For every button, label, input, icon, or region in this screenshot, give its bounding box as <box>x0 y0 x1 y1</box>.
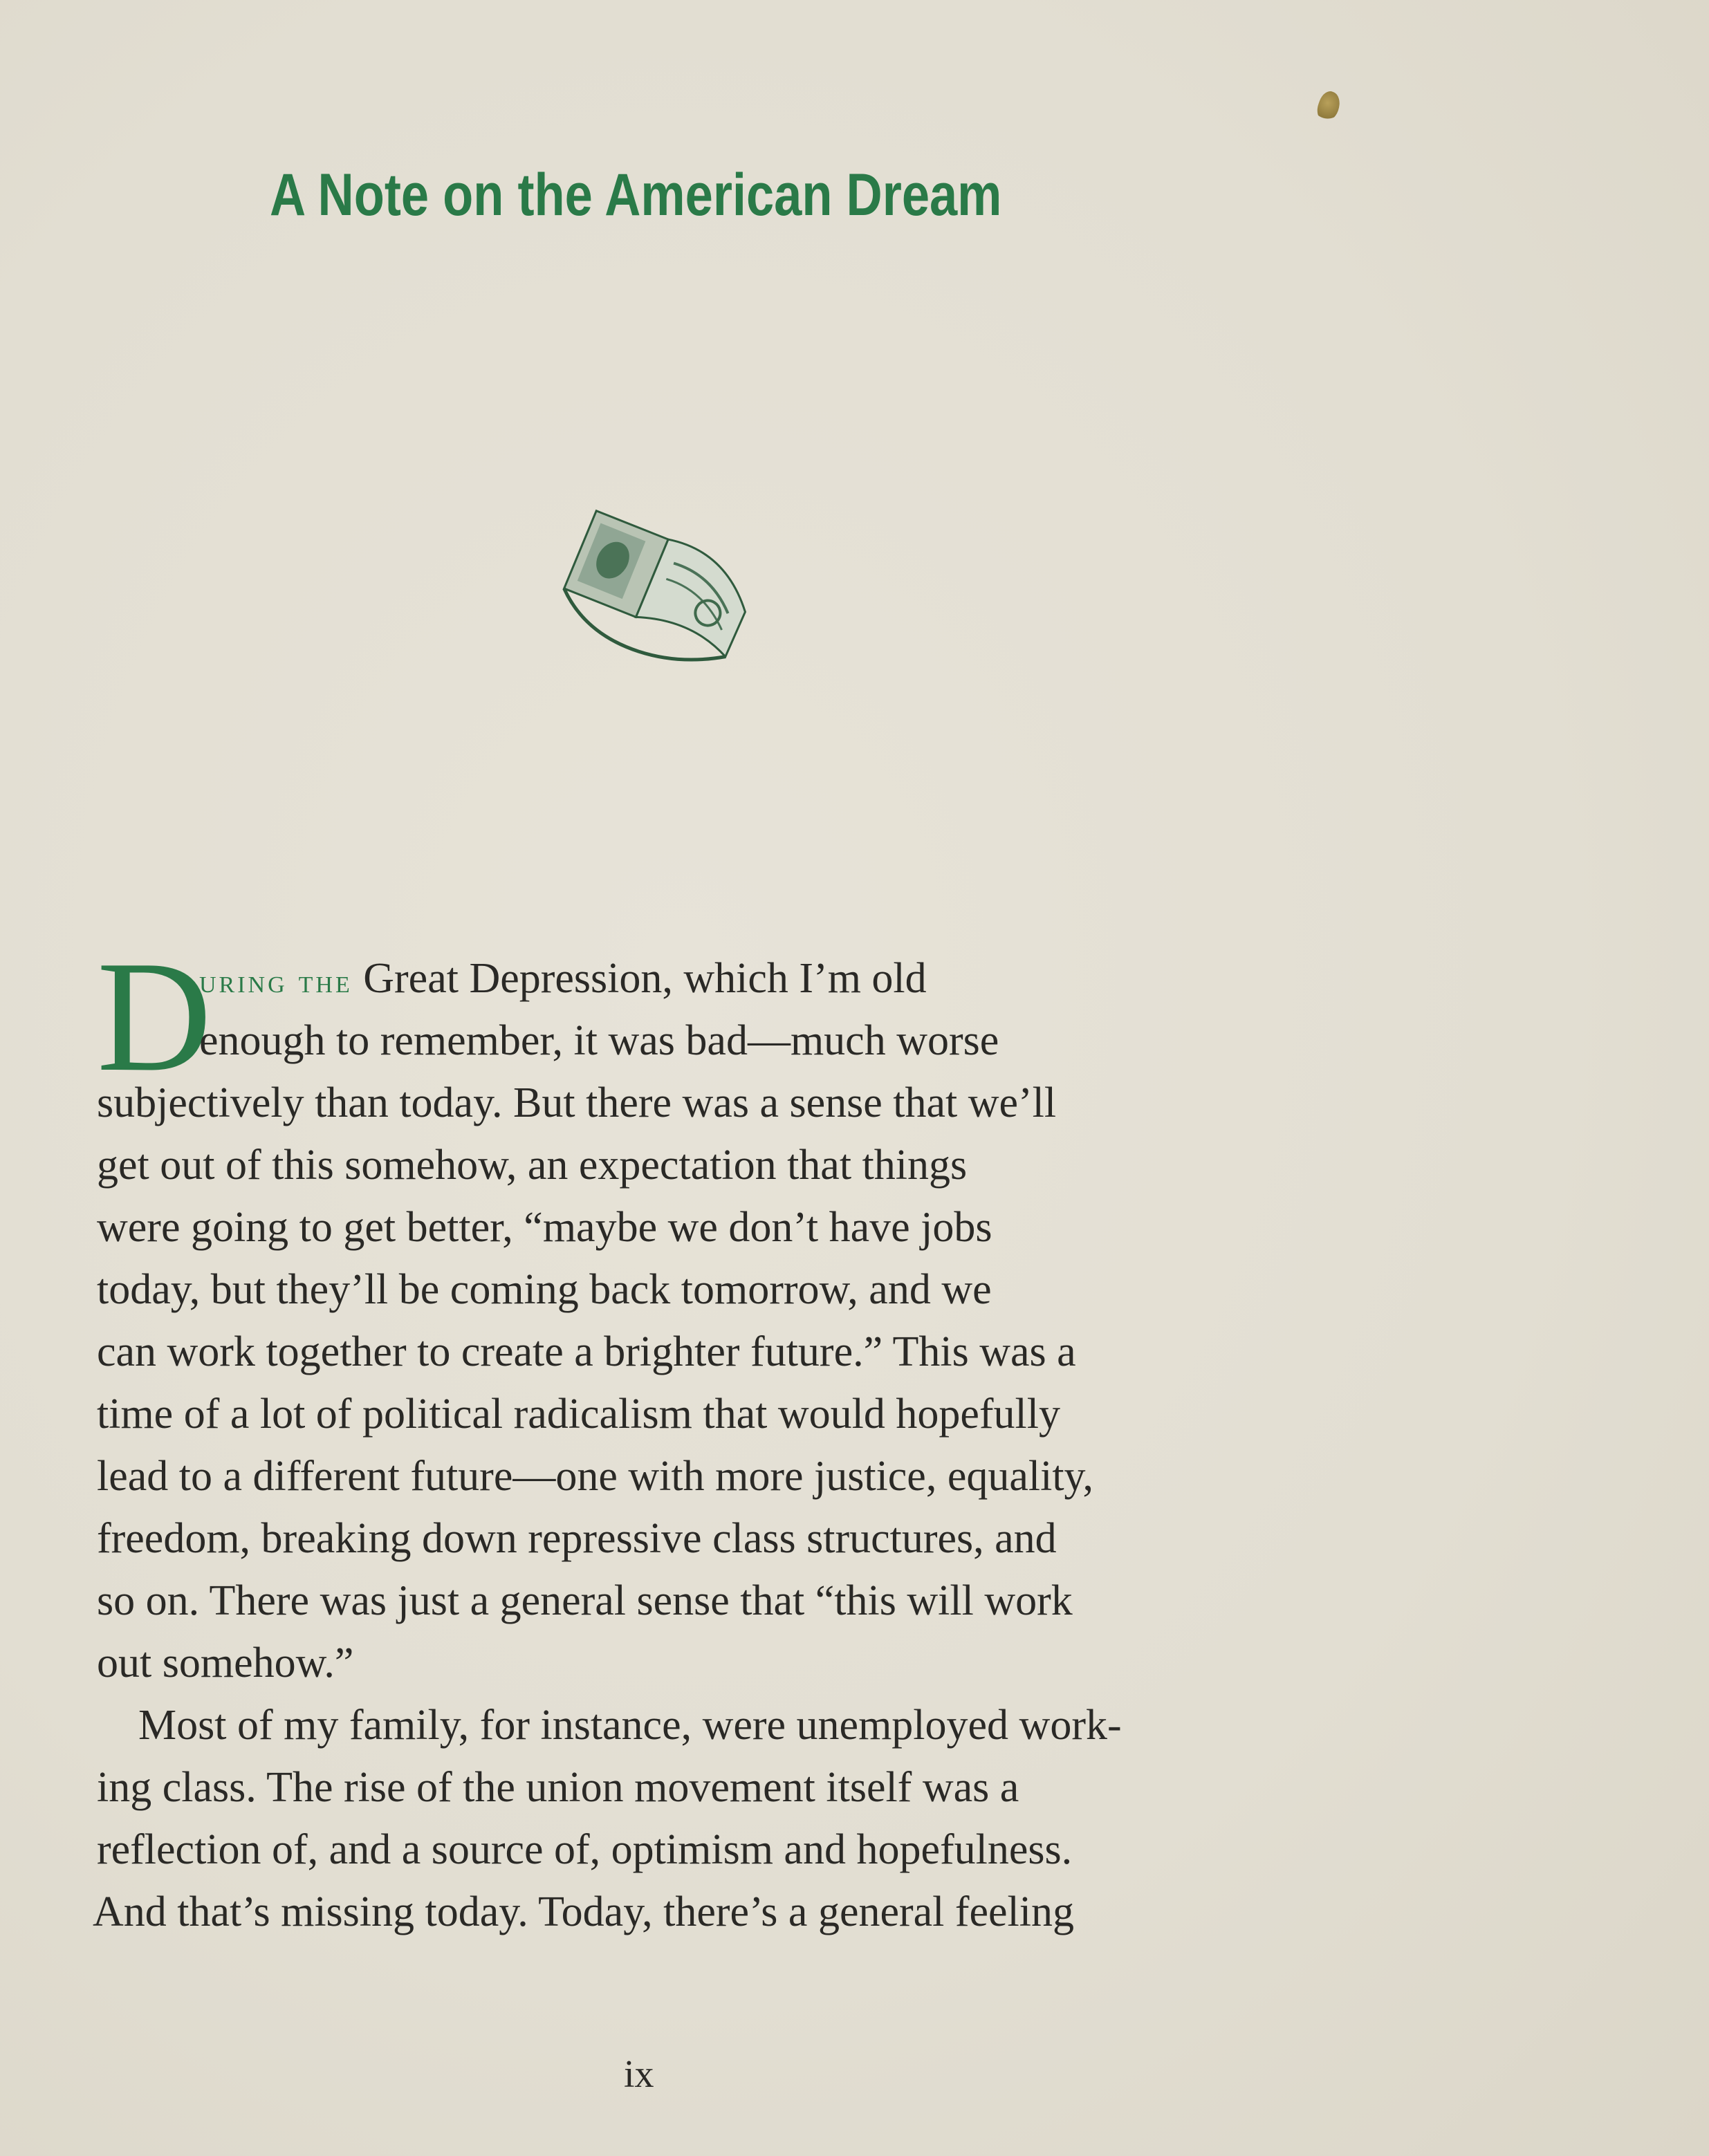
paragraph-line: were going to get better, “maybe we don’t have jobs <box>97 1204 992 1251</box>
paragraph-line: uring the Great Depression, which I’m old <box>199 955 927 1002</box>
paragraph-line: And that’s missing today. Today, there’s a general feeling <box>93 1888 1075 1935</box>
chapter-title: A Note on the American Dream <box>270 162 1002 228</box>
paragraph-line: Most of my family, for instance, were unemployed work- <box>138 1702 1122 1749</box>
opening-small-caps: uring the <box>199 963 353 1000</box>
paragraph-line: lead to a different future—one with more justice, equality, <box>97 1453 1094 1500</box>
folded-dollar-bill-icon <box>537 491 772 685</box>
paragraph-line: enough to remember, it was bad—much worse <box>199 1017 999 1064</box>
paragraph-line: can work together to create a brighter future.” This was a <box>97 1328 1076 1375</box>
paragraph-line: reflection of, and a source of, optimism and hopefulness. <box>97 1826 1073 1873</box>
paragraph-line: ing class. The rise of the union movement itself was a <box>97 1764 1019 1811</box>
page-number: ix <box>624 2053 654 2096</box>
paragraph-line: freedom, breaking down repressive class structures, and <box>97 1515 1057 1562</box>
paragraph-line: today, but they’ll be coming back tomorrow, and we <box>97 1266 992 1313</box>
paragraph-line: subjectively than today. But there was a sense that we’ll <box>97 1079 1057 1126</box>
paragraph-line: so on. There was just a general sense that “this will work <box>97 1577 1073 1624</box>
paragraph-line: time of a lot of political radicalism that would hopefully <box>97 1391 1060 1438</box>
paragraph-line: out somehow.” <box>97 1639 354 1686</box>
drop-cap: D <box>97 928 212 1104</box>
paragraph-line: get out of this somehow, an expectation that things <box>97 1142 968 1189</box>
